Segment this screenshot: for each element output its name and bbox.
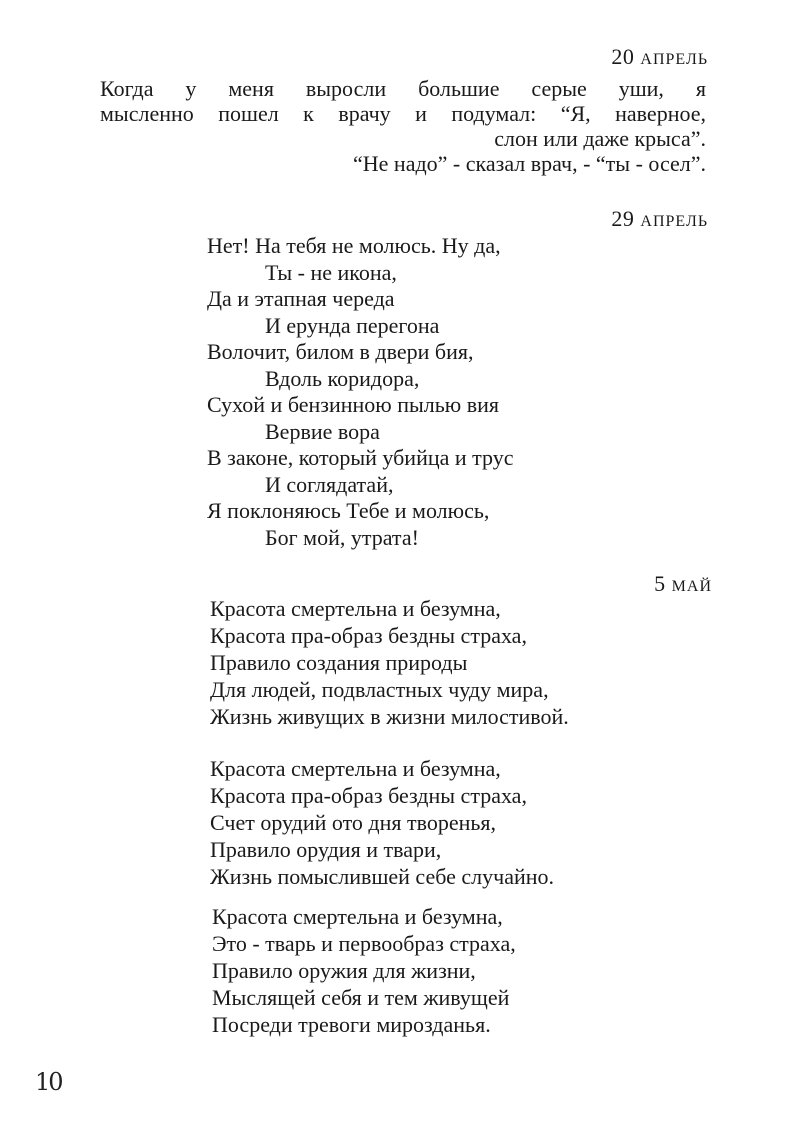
verse-line: Сухой и бензинною пылью вия bbox=[207, 392, 500, 417]
verse-line: Ты - не икона, bbox=[265, 259, 397, 285]
verse-line: Я поклоняюсь Тебе и молюсь, bbox=[207, 498, 490, 523]
entry-date bbox=[611, 44, 708, 70]
verse-line: Посреди тревоги мирозданья. bbox=[212, 1012, 491, 1037]
verse-line: Вервие вора bbox=[265, 418, 380, 444]
prose-line: слон или даже крыса”. bbox=[494, 126, 706, 151]
verse-line: Красота смертельна и безумна, bbox=[212, 904, 503, 929]
prose-line: Когда у меня выросли большие серые уши, я bbox=[100, 76, 706, 101]
date-day: 5 bbox=[654, 571, 666, 596]
verse-line: Правило оружия для жизни, bbox=[212, 958, 476, 983]
verse-line: Да и этапная череда bbox=[207, 286, 395, 311]
date-month: АПРЕЛЬ bbox=[640, 51, 708, 68]
date-month: МАЙ bbox=[671, 578, 712, 595]
prose-line: мысленно пошел к врачу и подумал: “Я, наверное, bbox=[100, 101, 706, 126]
verse-line: Красота смертельна и безумна, bbox=[210, 756, 501, 781]
verse-line: И соглядатай, bbox=[265, 471, 394, 497]
prose-entry bbox=[100, 76, 706, 176]
verse-line: Вдоль коридора, bbox=[265, 365, 420, 391]
verse-line: Счет орудий ото дня творенья, bbox=[210, 810, 497, 835]
poem-stanza bbox=[210, 755, 554, 890]
date-day: 20 bbox=[611, 44, 635, 69]
page-number: 10 bbox=[35, 1068, 62, 1096]
entry-date bbox=[654, 571, 712, 597]
verse-line: Правило создания природы bbox=[210, 650, 468, 675]
date-month: АПРЕЛЬ bbox=[640, 213, 708, 230]
verse-line: Это - тварь и первообраз страха, bbox=[212, 931, 516, 956]
poem-stanza bbox=[210, 595, 569, 730]
verse-line: Волочит, билом в двери бия, bbox=[207, 339, 474, 364]
poem bbox=[207, 233, 514, 551]
verse-line: Бог мой, утрата! bbox=[265, 524, 419, 550]
prose-line: “Не надо” - сказал врач, - “ты - осел”. bbox=[353, 151, 706, 176]
verse-line: Жизнь помыслившей себе случайно. bbox=[210, 864, 555, 889]
date-day: 29 bbox=[611, 206, 635, 231]
verse-line: Мыслящей себя и тем живущей bbox=[212, 985, 510, 1010]
verse-line: Для людей, подвластных чуду мира, bbox=[210, 677, 549, 702]
poem-stanza bbox=[212, 903, 516, 1038]
verse-line: Правило орудия и твари, bbox=[210, 837, 442, 862]
verse-line: Нет! На тебя не молюсь. Ну да, bbox=[207, 233, 501, 258]
verse-line: И ерунда перегона bbox=[265, 312, 440, 338]
verse-line: Красота смертельна и безумна, bbox=[210, 596, 501, 621]
entry-date bbox=[611, 206, 708, 232]
verse-line: В законе, который убийца и трус bbox=[207, 445, 514, 470]
verse-line: Красота пра-образ бездны страха, bbox=[210, 783, 527, 808]
verse-line: Жизнь живущих в жизни милостивой. bbox=[210, 704, 569, 729]
verse-line: Красота пра-образ бездны страха, bbox=[210, 623, 527, 648]
